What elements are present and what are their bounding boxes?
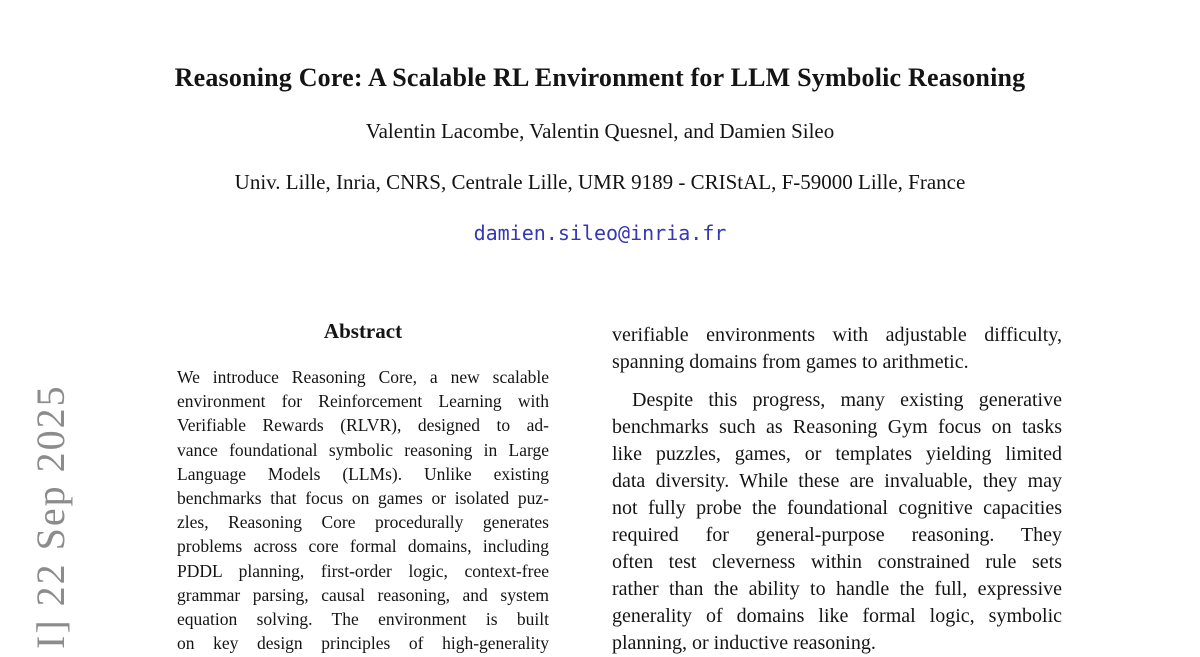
text-line: required for general-purpose reasoning. They	[612, 524, 1062, 546]
abstract-column	[177, 365, 549, 655]
text-line: problems across core formal domains, including	[177, 536, 549, 557]
text-line: Despite this progress, many existing generative	[632, 389, 1062, 411]
text-line: data diversity. While these are invaluable, they may	[612, 470, 1062, 492]
page-title: Reasoning Core: A Scalable RL Environment for LLM Symbolic Reasoning	[174, 63, 1026, 93]
text-line: often test cleverness within constrained rule sets	[612, 551, 1062, 573]
text-line: PDDL planning, first-order logic, context-free	[177, 560, 549, 581]
text-line: benchmarks such as Reasoning Gym focus on tasks	[612, 416, 1062, 438]
text-line: planning, or inductive reasoning.	[612, 632, 876, 654]
text-line: Verifiable Rewards (RLVR), designed to ad-	[177, 415, 549, 436]
abstract-heading: Abstract	[323, 319, 403, 343]
text-line: like puzzles, games, or templates yielding limited	[612, 443, 1062, 465]
text-line: We introduce Reasoning Core, a new scalable	[177, 367, 549, 387]
text-line: benchmarks that focus on games or isolated puz-	[177, 488, 549, 509]
text-line: Language Models (LLMs). Unlike existing	[177, 463, 549, 484]
email-row	[0, 221, 1200, 245]
text-line: equation solving. The environment is built	[177, 609, 549, 630]
authors-line: Valentin Lacombe, Valentin Quesnel, and Damien Sileo	[365, 119, 835, 143]
text-line: spanning domains from games to arithmetic.	[612, 351, 969, 373]
text-line: environment for Reinforcement Learning with	[177, 391, 549, 412]
email-link[interactable]: damien.sileo@inria.fr	[473, 221, 727, 245]
text-line: rather than the ability to handle the full, expressive	[612, 578, 1062, 600]
arxiv-sidebar-watermark: I] 22 Sep 2025	[28, 384, 73, 649]
text-line: verifiable environments with adjustable difficulty,	[612, 324, 1062, 346]
text-line: not fully probe the foundational cognitive capacities	[612, 497, 1062, 519]
affiliation-line: Univ. Lille, Inria, CNRS, Centrale Lille, UMR 9189 - CRIStAL, F-59000 Lille, France	[234, 170, 966, 194]
right-text-column	[612, 322, 1062, 657]
text-line: generality of domains like formal logic, symbolic	[612, 605, 1062, 627]
text-line: zles, Reasoning Core procedurally generates	[177, 512, 549, 533]
text-line: vance foundational symbolic reasoning in Large	[177, 439, 549, 460]
text-line: grammar parsing, causal reasoning, and system	[177, 584, 549, 605]
text-line: on key design principles of high-generality	[177, 633, 549, 654]
